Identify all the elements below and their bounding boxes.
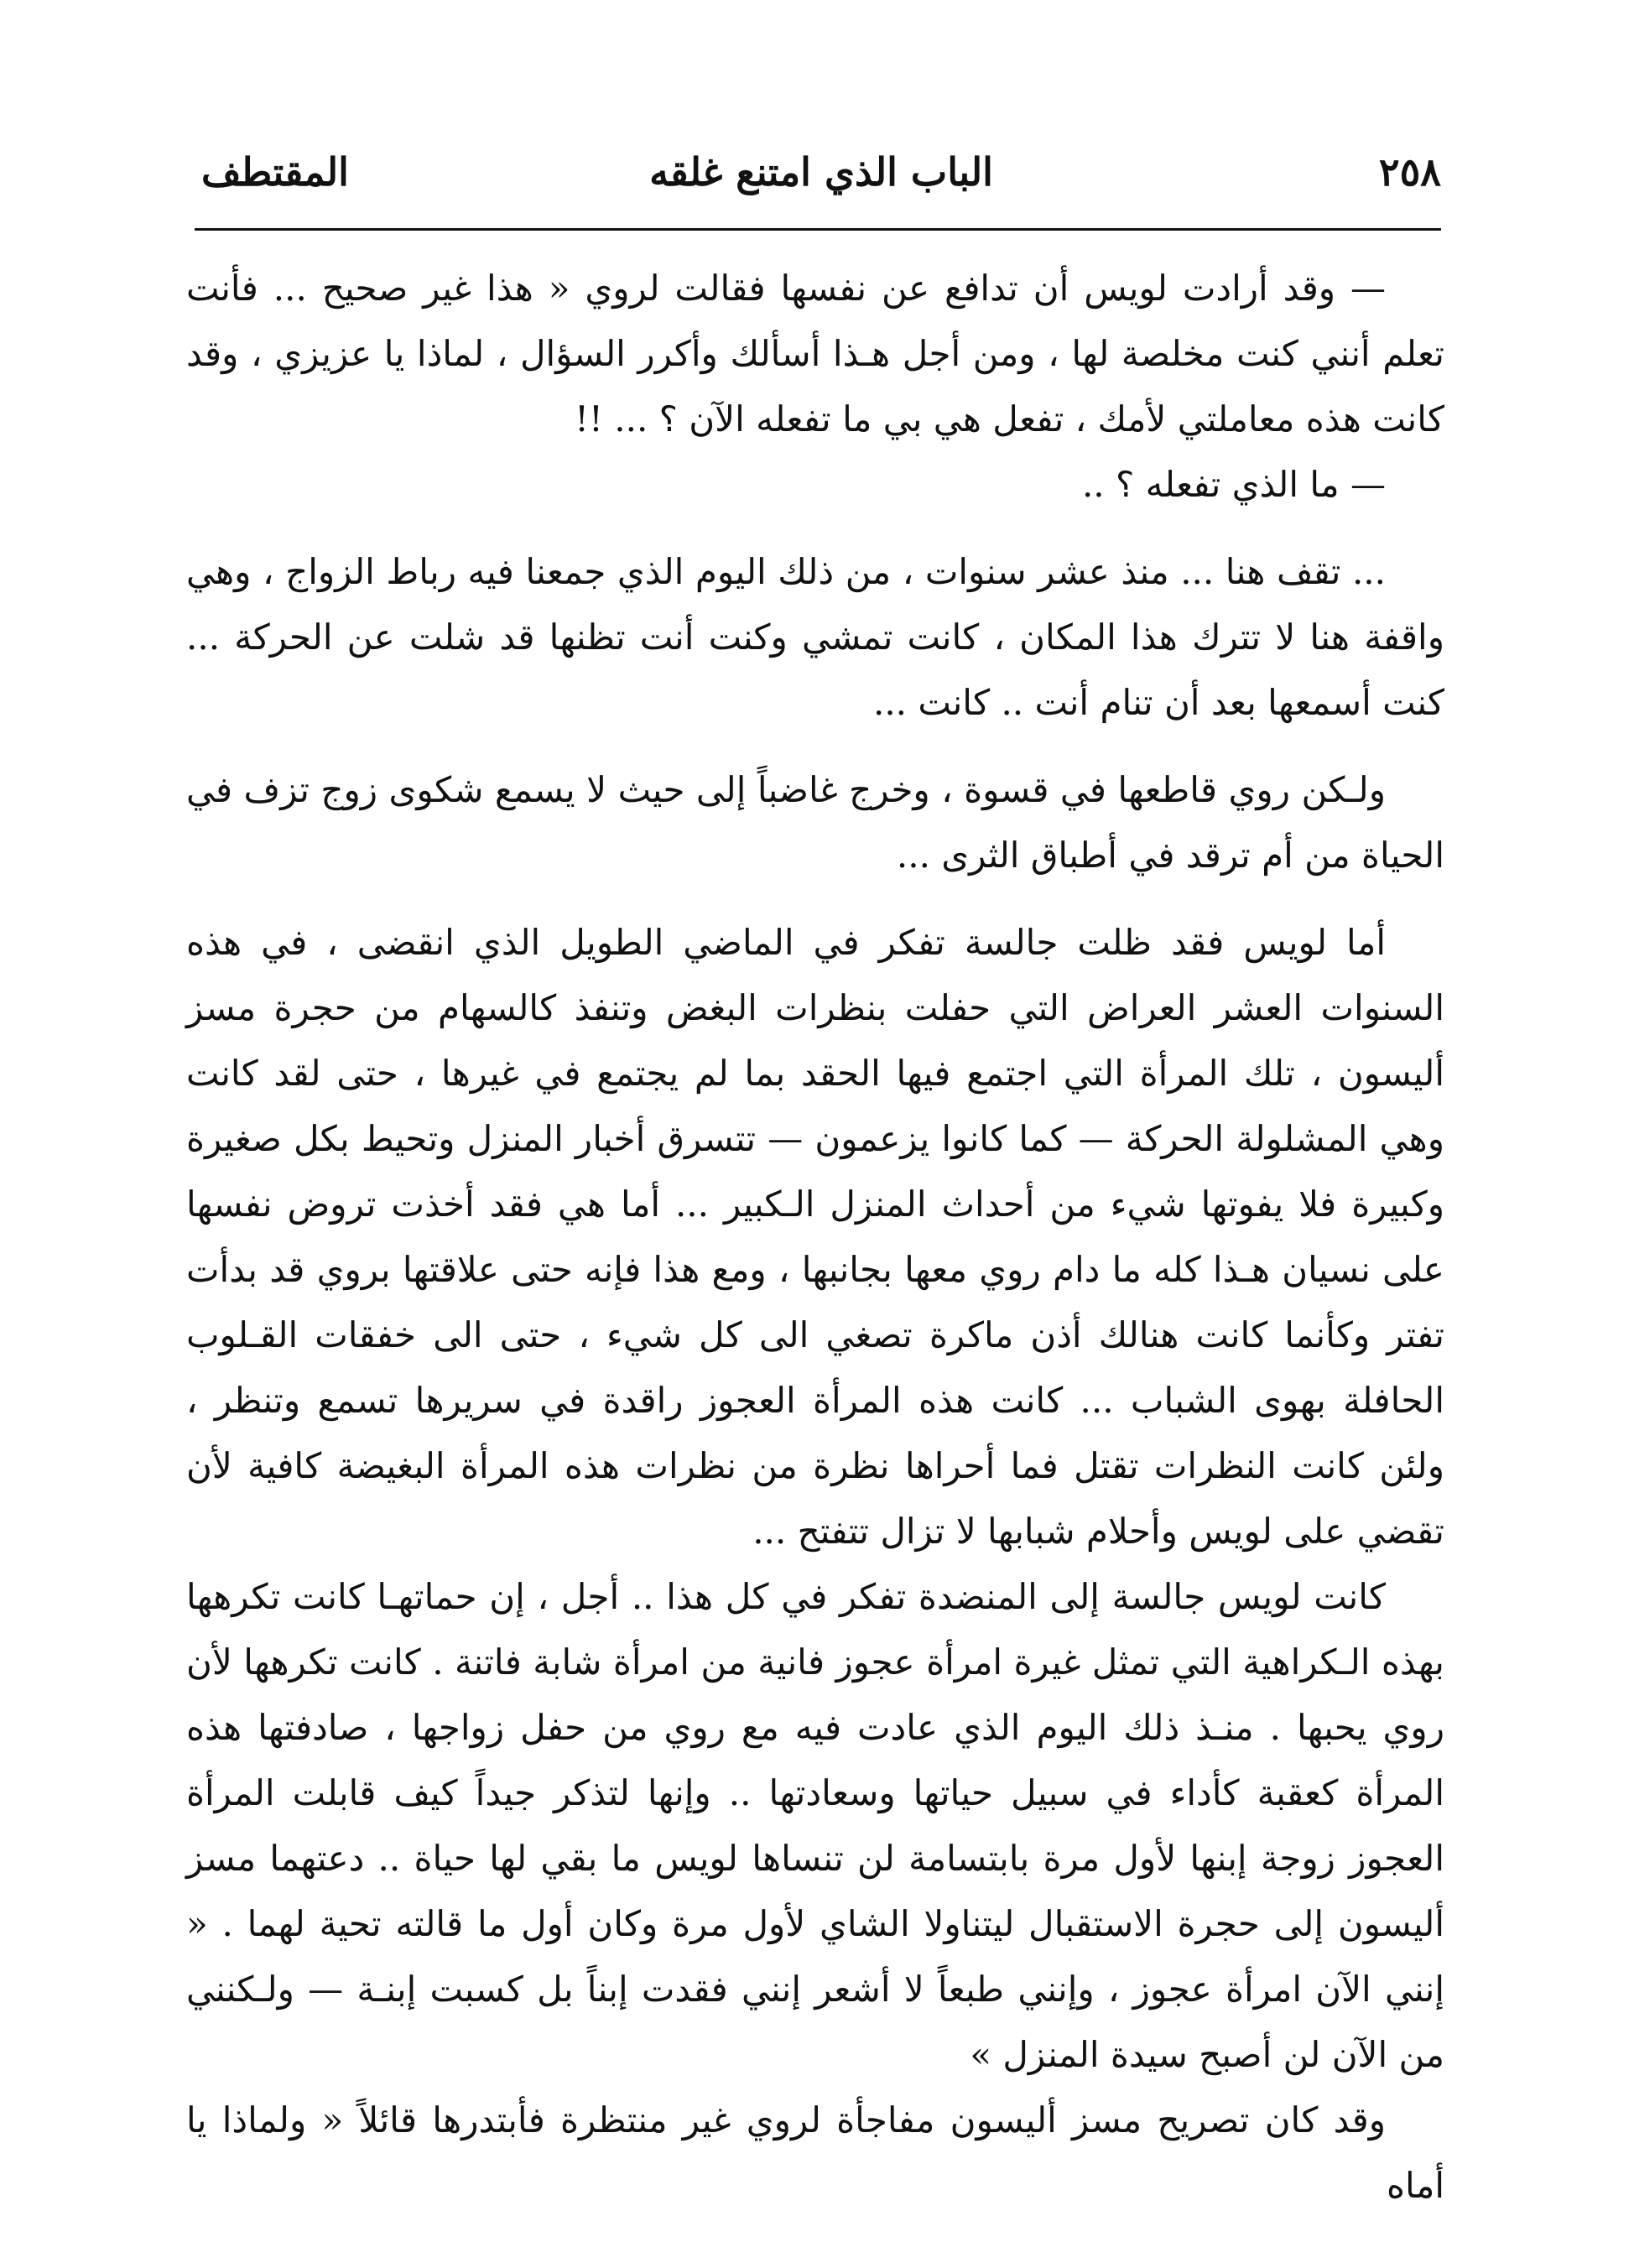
paragraph-4: ولـكن روي قاطعها في قسوة ، وخرج غاضباً إلى حيث لا يسمع شكوى زوج تزف في الحياة من أم ترقد في أطباق الثرى ... — [186, 769, 1444, 876]
article-body — [186, 256, 1444, 2219]
journal-name: المقتطف — [201, 149, 349, 195]
paragraph-3: ... تقف هنا ... منذ عشر سنوات ، من ذلك اليوم الذي جمعنا فيه رباط الزواج ، وهي واقفة هنا لا تترك هذا المكان ، كانت تمشي وكنت أنت تظنها قد شلت عن الحركة ... كنت أسمعها بعد أن تنام أنت .. كانت ... — [186, 551, 1444, 723]
page-header — [201, 138, 1441, 205]
running-title: الباب الذي امتنع غلقه — [649, 149, 993, 195]
paragraph-2: — ما الذي تفعله ؟ .. — [1081, 464, 1386, 505]
header-divider — [195, 228, 1441, 231]
page-number: ٢٥٨ — [1378, 149, 1441, 195]
paragraph-6: كانت لويس جالسة إلى المنضدة تفكر في كل هذا .. أجل ، إن حماتهـا كانت تكرهها بهذه الـكراهية التي تمثل غيرة امرأة عجوز فانية من امرأة شابة فاتنة . كانت تكرهها لأن روي يحبها . منـذ ذلك اليوم الذي عادت فيه مع روي من حفل زواجها ، صادفتها هذه المرأة كعقبة كأداء في سبيل حياتها وسعادتها .. وإنها لتذكر جيداً كيف قابلت المرأة العجوز زوجة إبنها لأول مرة بابتسامة لن تنساها لويس ما بقي لها حياة .. دعتهما مسز أليسون إلى حجرة الاستقبال ليتناولا الشاي لأول مرة وكان أول ما قالته تحية لهما . « إنني الآن امرأة عجوز ، وإنني طبعاً لا أشعر إنني فقدت إبناً بل كسبت إبنـة — ولـكنني من الآن لن أصبح سيدة المنزل » — [186, 1576, 1444, 2075]
paragraph-5: أما لويس فقد ظلت جالسة تفكر في الماضي الطويل الذي انقضى ، في هذه السنوات العشر العراض التي حفلت بنظرات البغض وتنفذ كالسهام من حجرة مسز أليسون ، تلك المرأة التي اجتمع فيها الحقد بما لم يجتمع في غيرها ، حتى لقد كانت وهي المشلولة الحركة — كما كانوا يزعمون — تتسرق أخبار المنزل وتحيط بكل صغيرة وكبيرة فلا يفوتها شيء من أحداث المنزل الـكبير ... أما هي فقد أخذت تروض نفسها على نسيان هـذا كله ما دام روي معها بجانبها ، ومع هذا فإنه حتى علاقتها بروي قد بدأت تفتر وكأنما كانت هنالك أذن ماكرة تصغي الى كل شيء ، حتى الى خفقات القـلوب الحافلة بهوى الشباب ... كانت هذه المرأة العجوز راقدة في سريرها تسمع وتنظر ، ولئن كانت النظرات تقتل فما أحراها نظرة من نظرات هذه المرأة البغيضة كافية لأن تقضي على لويس وأحلام شبابها لا تزال تتفتح ... — [186, 922, 1444, 1552]
paragraph-1: — وقد أرادت لويس أن تدافع عن نفسها فقالت لروي « هذا غير صحيح ... فأنت تعلم أنني كنت مخلصة لها ، ومن أجل هـذا أسألك وأكرر السؤال ، لماذا يا عزيزي ، وقد كانت هذه معاملتي لأمك ، تفعل هي بي ما تفعله الآن ؟ ... !! — [186, 268, 1444, 440]
paragraph-7: وقد كان تصريح مسز أليسون مفاجأة لروي غير منتظرة فأبتدرها قائلاً « ولماذا يا أماه — [186, 2099, 1444, 2206]
